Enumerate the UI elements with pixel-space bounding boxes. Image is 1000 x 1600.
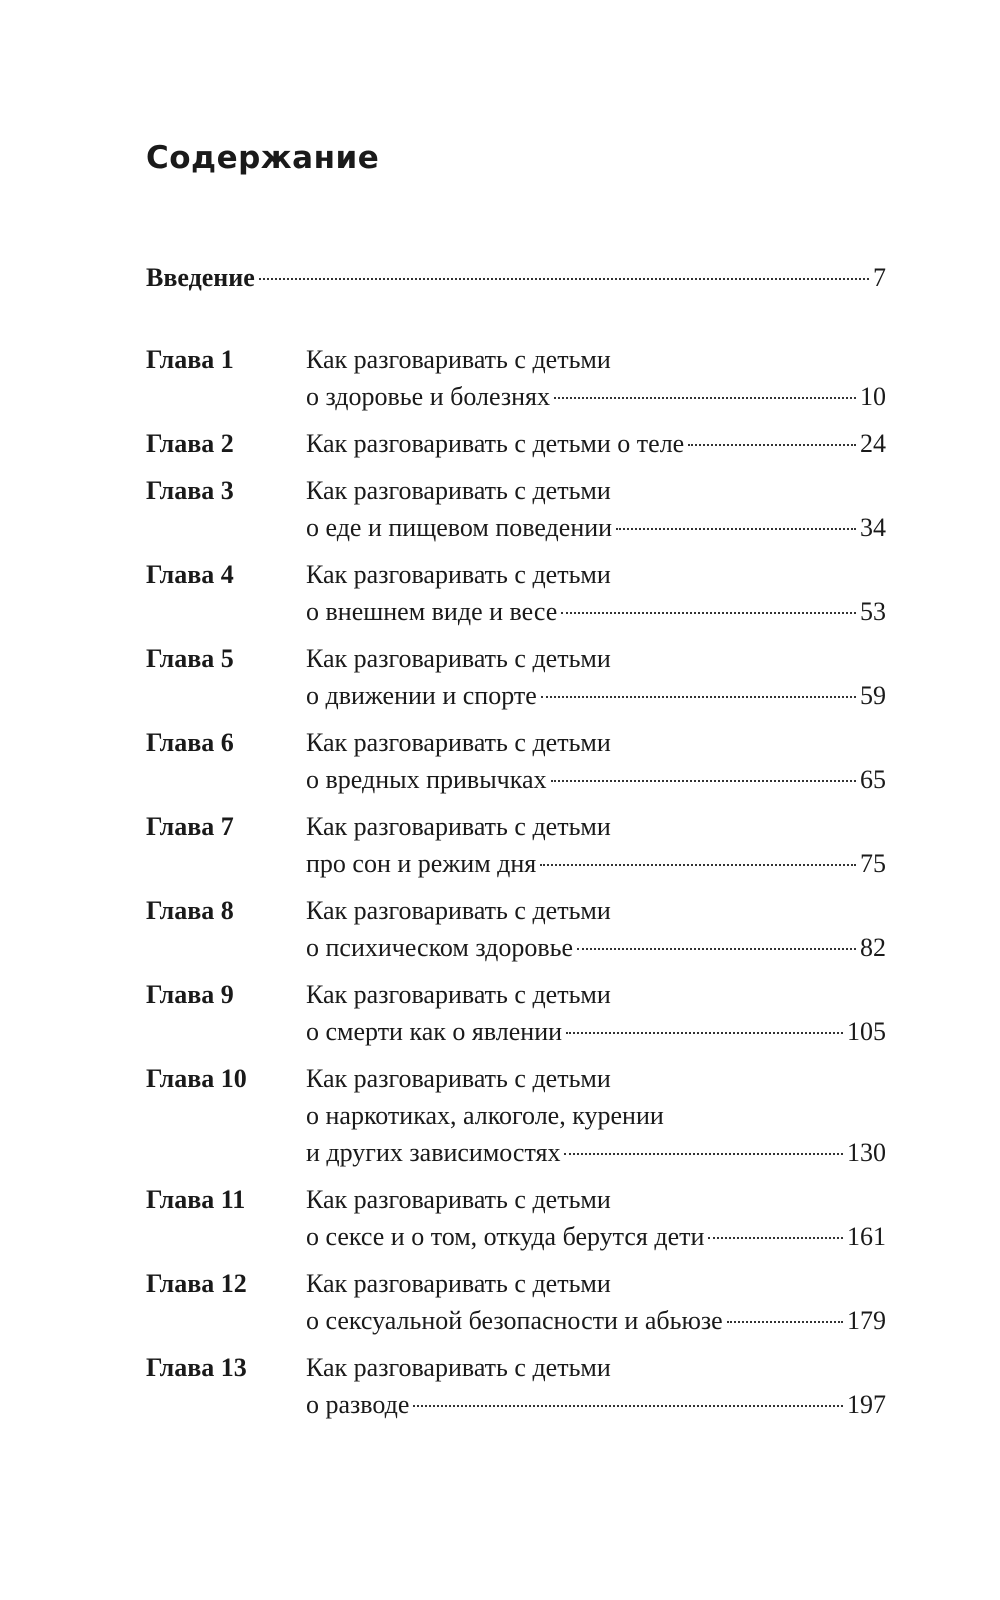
dot-leader <box>566 1032 843 1034</box>
chapter-title-line: о сексуальной безопасности и абьюзе <box>306 1306 723 1335</box>
chapter-title-block <box>306 1349 886 1423</box>
chapter-title-line: Как разговаривать с детьми <box>306 1185 611 1214</box>
chapter-page-number: 75 <box>860 849 886 878</box>
dot-leader <box>688 444 856 446</box>
chapter-page-number: 105 <box>847 1017 886 1046</box>
chapter-label: Глава 12 <box>146 1269 247 1298</box>
dot-leader <box>413 1405 843 1407</box>
chapter-title-line: Как разговаривать с детьми <box>306 560 611 589</box>
chapter-title-line: о наркотиках, алкоголе, курении <box>306 1101 664 1130</box>
chapter-title-line: о сексе и о том, откуда берутся дети <box>306 1222 705 1251</box>
dot-leader <box>564 1153 843 1155</box>
chapter-page-number: 197 <box>847 1390 886 1419</box>
chapter-title-line: Как разговаривать с детьми <box>306 980 611 1009</box>
chapter-title-last-line <box>306 593 886 630</box>
chapter-title-last-line <box>306 677 886 714</box>
toc-entry[interactable] <box>146 425 886 462</box>
chapter-title-last-line <box>306 1218 886 1255</box>
chapter-title-line: Как разговаривать с детьми о теле <box>306 429 685 458</box>
chapter-title-line: о движении и спорте <box>306 681 537 710</box>
chapter-label: Глава 5 <box>146 644 234 673</box>
page-title: Содержание <box>146 140 380 176</box>
chapter-title-block <box>306 892 886 966</box>
chapter-title-block <box>306 472 886 546</box>
chapter-label: Глава 8 <box>146 896 234 925</box>
chapter-label: Глава 13 <box>146 1353 247 1382</box>
chapter-page-number: 130 <box>847 1138 886 1167</box>
chapter-title-line: Как разговаривать с детьми <box>306 728 611 757</box>
chapter-title-line: о смерти как о явлении <box>306 1017 563 1046</box>
toc-entry[interactable] <box>146 892 886 966</box>
chapter-title-line: Как разговаривать с детьми <box>306 1353 611 1382</box>
table-of-contents <box>146 263 886 1433</box>
chapter-title-last-line <box>306 929 886 966</box>
chapter-title-last-line <box>306 1134 886 1171</box>
toc-intro-label: Введение <box>146 263 255 292</box>
chapter-title-block <box>306 556 886 630</box>
chapter-title-block <box>306 341 886 415</box>
chapter-title-block <box>306 1181 886 1255</box>
chapter-title-block <box>306 425 886 462</box>
chapter-title-line: о психическом здоровье <box>306 933 574 962</box>
chapter-list <box>146 341 886 1423</box>
chapter-page-number: 24 <box>860 429 886 458</box>
dot-leader <box>551 780 856 782</box>
chapter-title-line: Как разговаривать с детьми <box>306 1064 611 1093</box>
chapter-title-last-line <box>306 509 886 546</box>
toc-entry[interactable] <box>146 1349 886 1423</box>
chapter-title-line: о разводе <box>306 1390 410 1419</box>
toc-entry[interactable] <box>146 472 886 546</box>
chapter-title-line: о еде и пищевом поведении <box>306 513 613 542</box>
chapter-title-line: о внешнем виде и весе <box>306 597 558 626</box>
dot-leader <box>616 528 856 530</box>
chapter-title-block <box>306 724 886 798</box>
chapter-title-line: про сон и режим дня <box>306 849 537 878</box>
dot-leader <box>554 397 856 399</box>
chapter-title-line: и других зависимостях <box>306 1138 561 1167</box>
chapter-page-number: 82 <box>860 933 886 962</box>
chapter-label: Глава 3 <box>146 476 234 505</box>
dot-leader <box>541 696 856 698</box>
chapter-page-number: 65 <box>860 765 886 794</box>
chapter-page-number: 34 <box>860 513 886 542</box>
dot-leader <box>577 948 856 950</box>
chapter-title-block <box>306 640 886 714</box>
chapter-title-line: о вредных привычках <box>306 765 547 794</box>
dot-leader <box>561 612 856 614</box>
toc-entry[interactable] <box>146 1181 886 1255</box>
toc-intro-entry[interactable] <box>146 263 886 301</box>
chapter-title-last-line <box>306 1386 886 1423</box>
chapter-title-line: Как разговаривать с детьми <box>306 345 611 374</box>
chapter-title-line: о здоровье и болезнях <box>306 382 550 411</box>
chapter-page-number: 59 <box>860 681 886 710</box>
chapter-title-line: Как разговаривать с детьми <box>306 476 611 505</box>
chapter-title-line: Как разговаривать с детьми <box>306 896 611 925</box>
toc-entry[interactable] <box>146 1265 886 1339</box>
chapter-title-last-line <box>306 1013 886 1050</box>
chapter-title-line: Как разговаривать с детьми <box>306 1269 611 1298</box>
toc-entry[interactable] <box>146 724 886 798</box>
chapter-label: Глава 11 <box>146 1185 246 1214</box>
chapter-title-line: Как разговаривать с детьми <box>306 812 611 841</box>
chapter-label: Глава 7 <box>146 812 234 841</box>
chapter-label: Глава 10 <box>146 1064 247 1093</box>
chapter-page-number: 161 <box>847 1222 886 1251</box>
chapter-title-last-line <box>306 425 886 462</box>
dot-leader <box>708 1237 843 1239</box>
toc-intro-page-number: 7 <box>873 263 886 292</box>
chapter-title-line: Как разговаривать с детьми <box>306 644 611 673</box>
chapter-label: Глава 9 <box>146 980 234 1009</box>
toc-entry[interactable] <box>146 640 886 714</box>
dot-leader <box>540 864 856 866</box>
chapter-title-block <box>306 976 886 1050</box>
toc-entry[interactable] <box>146 556 886 630</box>
chapter-title-last-line <box>306 845 886 882</box>
toc-entry[interactable] <box>146 976 886 1050</box>
chapter-title-block <box>306 1265 886 1339</box>
chapter-title-last-line <box>306 1302 886 1339</box>
chapter-title-block <box>306 808 886 882</box>
chapter-label: Глава 4 <box>146 560 234 589</box>
toc-entry[interactable] <box>146 808 886 882</box>
toc-entry[interactable] <box>146 1060 886 1171</box>
chapter-page-number: 10 <box>860 382 886 411</box>
chapter-title-block <box>306 1060 886 1171</box>
toc-entry[interactable] <box>146 341 886 415</box>
chapter-title-last-line <box>306 761 886 798</box>
chapter-page-number: 179 <box>847 1306 886 1335</box>
dot-leader <box>727 1321 843 1323</box>
chapter-page-number: 53 <box>860 597 886 626</box>
chapter-label: Глава 1 <box>146 345 234 374</box>
chapter-label: Глава 2 <box>146 429 234 458</box>
chapter-title-last-line <box>306 378 886 415</box>
chapter-label: Глава 6 <box>146 728 234 757</box>
dot-leader <box>259 278 869 280</box>
